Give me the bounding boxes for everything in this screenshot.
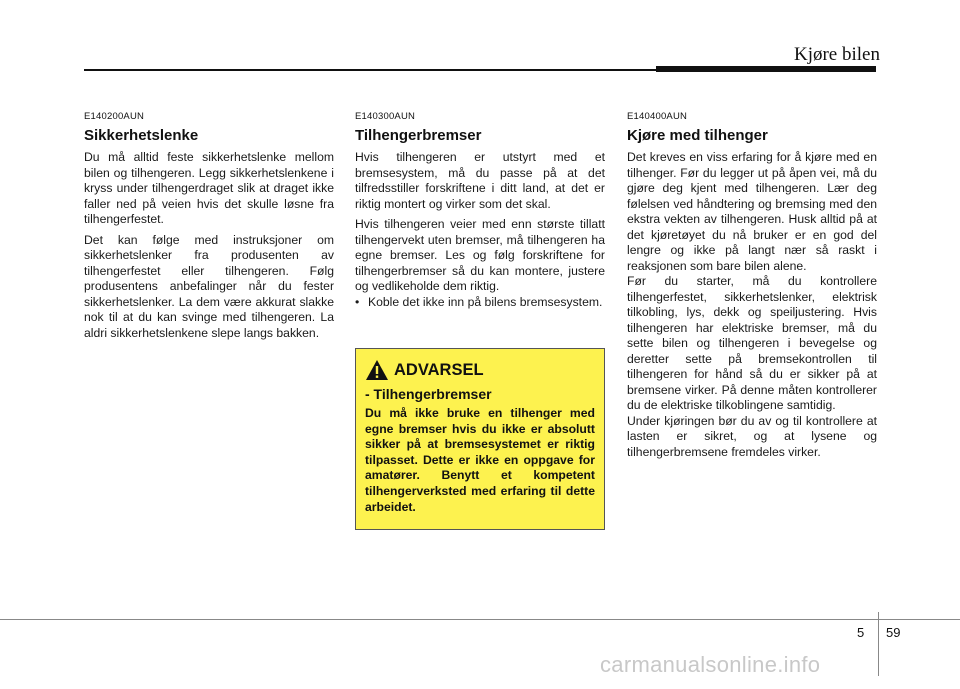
page-section-number: 5 (857, 625, 865, 640)
bullet-mark: • (355, 294, 360, 309)
page-number-divider (878, 612, 879, 676)
page-header-title: Kjøre bilen (793, 44, 880, 65)
page-number: 59 (886, 625, 901, 640)
header-rule-thick (656, 66, 876, 72)
paragraph: Under kjøringen bør du av og til kontrollere at lasten er sikret, og at lysene og tilhengerbremsene fremdeles virker. (627, 413, 877, 459)
paragraph: Hvis tilhengeren er utstyrt med et bremsesystem, må du passe på at det tilfredsstiller forskriftene i ditt land, at det er riktig montert og virker som det skal. (355, 150, 605, 211)
section-heading: Kjøre med tilhenger (627, 127, 768, 144)
warning-title: ADVARSEL (394, 360, 484, 379)
section-code: E140400AUN (627, 111, 688, 122)
paragraph: Før du starter, må du kontrollere tilhengerfestet, sikkerhetslenker, elektrisk tilkobling, lys, dekk og speiljustering. Hvis tilhengeren har elektriske bremser, må du sette bilen og tilhengeren i bevegelse og deretter sette på bremsekontrollen til tilhengeren for hånd så du er sikker på at bremsene virker. På denne måten kontrollerer du de elektriske tilkoblingene samtidig. (627, 274, 877, 412)
warning-header (365, 359, 595, 381)
section-heading: Sikkerhetslenke (84, 127, 199, 144)
paragraph: Det kan følge med instruksjoner om sikkerhetslenker fra produsenten av tilhengerfestet eller tilhengeren. Følg produsentens anbefalinger når du fester sikkerhetslenker. La dem være akkurat slakke nok til at du kan svinge med tilhengeren. La aldri sikkerhetslenkene slepe langs bakken. (84, 232, 334, 340)
header-rule-thin (84, 69, 656, 71)
bullet-text: Koble det ikke inn på bilens bremsesystem. (368, 294, 603, 309)
column-trailer-brakes (355, 111, 605, 310)
warning-text: Du må ikke bruke en tilhenger med egne bremser hvis du ikke er absolutt sikker på at bremsesystemet er riktig tilpasset. Dette er ikke en oppgave for amatører. Benytt et kompetent tilhengerverksted med erfaring til dette arbeidet. (365, 406, 595, 514)
warning-box (355, 348, 605, 530)
bullet-item (355, 295, 605, 311)
paragraph: Det kreves en viss erfaring for å kjøre med en tilhenger. Før du legger ut på åpen vei, må du gjøre deg kjent med tilhengeren. Lær deg følelsen ved håndtering og bremsing med den ekstra vekten av tilhengeren. Husk alltid på at det kjøretøyet du nå bruker er en god del lengre og ikke på langt nær så raskt i reaksjonen som bare bilen alene. (627, 150, 877, 273)
section-code: E140200AUN (84, 111, 145, 122)
warning-subtitle: - Tilhengerbremser (365, 386, 492, 402)
column-driving-with-trailer (627, 111, 877, 460)
paragraph: Du må alltid feste sikkerhetslenke mellom bilen og tilhengeren. Legg sikkerhetslenkene i kryss under tilhengerdraget slik at draget ikke faller ned på veien hvis det skulle løsne fra tilhengerfestet. (84, 150, 334, 226)
warning-triangle-icon (365, 359, 389, 381)
section-code: E140300AUN (355, 111, 416, 122)
watermark-text: carmanualsonline.info (600, 652, 821, 677)
section-heading: Tilhengerbremser (355, 127, 482, 144)
column-safety-chain (84, 111, 334, 346)
footer-rule (0, 619, 960, 620)
paragraph: Hvis tilhengeren veier med enn største tillatt tilhengervekt uten bremser, må tilhengeren ha egne bremser. Les og følg forskriftene for tilhengerbremser så du kan montere, justere og vedlikeholde dem riktig. (355, 217, 605, 293)
